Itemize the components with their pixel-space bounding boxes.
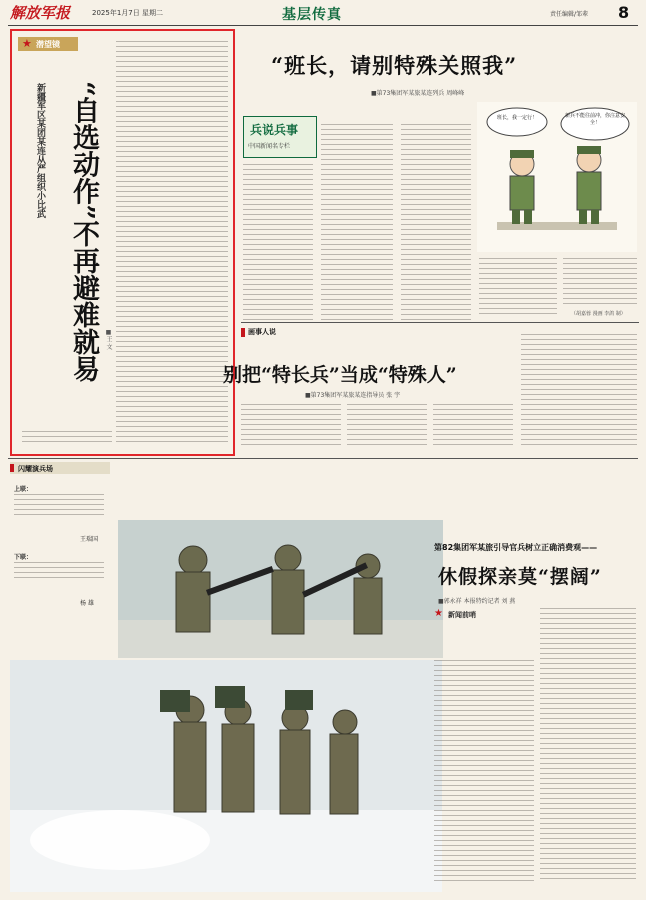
article-3-section-tag — [434, 608, 494, 622]
article-3-section-label: 新闻前哨 — [448, 611, 476, 619]
tag-bar — [10, 464, 14, 472]
photo-soldiers-snow — [10, 660, 442, 892]
article-2-title: 别把“特长兵”当成“特殊人” — [223, 364, 457, 386]
cartoon-illustration — [477, 102, 637, 252]
couplet-up-text — [14, 494, 104, 528]
feature-headline: “自选动作”不再避难就易 — [68, 81, 99, 383]
couplet-up-signer: 王瑞国 — [80, 536, 99, 543]
article-1-body-col2 — [321, 124, 393, 324]
newspaper-logo: 解放军报 — [10, 4, 71, 22]
feature-subhead: 新疆军区某团某连从严组织小比武 — [35, 83, 45, 218]
section-divider-2 — [8, 458, 638, 459]
bottom-left-tag-label: 闪耀演兵场 — [18, 465, 53, 473]
bottom-left-box — [10, 462, 110, 622]
left-feature-box — [10, 29, 235, 456]
section-title: 基层传真 — [282, 7, 342, 23]
article-2 — [223, 326, 639, 451]
article-2-tag-label: 画事人说 — [248, 328, 276, 336]
cartoon-caption: （胡嘉蓉 漫画 李鸽 制） — [571, 311, 626, 317]
column-badge — [243, 116, 317, 158]
header-rule — [8, 25, 638, 26]
column-badge-name: 兵说兵事 — [250, 123, 299, 137]
article-2-tag — [241, 326, 291, 338]
speech-bubble-left: 班长，我一定行！ — [496, 115, 537, 121]
page-number: 8 — [618, 3, 630, 22]
feature-tag — [18, 37, 78, 51]
soldiers-training-photo-icon — [118, 520, 443, 658]
article-3-body-col2 — [540, 608, 636, 888]
article-1-title: “班长，请别特殊关照我” — [271, 53, 518, 78]
feature-body-right — [116, 41, 228, 446]
article-2-body-col1 — [241, 404, 341, 448]
article-3 — [430, 520, 638, 892]
article-3-kicker: 第82集团军某旅引导官兵树立正确消费观—— — [434, 543, 598, 552]
article-1-body-col5 — [563, 258, 637, 308]
couplet-down-text — [14, 562, 104, 592]
article-1 — [241, 30, 639, 335]
article-2-body-col4 — [521, 334, 637, 448]
article-1-byline: ■第73集团军某旅某连列兵 周峰峰 — [371, 90, 465, 97]
star-icon: ★ — [434, 608, 443, 619]
feature-tag-label: 潜望镜 — [36, 40, 60, 49]
issue-date: 2025年1月7日 星期二 — [92, 9, 163, 17]
masthead — [0, 0, 646, 26]
speech-bubble-right: 新兵不能往前冲，你注意安全！ — [565, 113, 626, 126]
article-3-byline: ■郭永祥 本报特约记者 刘 燕 — [438, 598, 516, 605]
article-1-body-col4 — [479, 258, 557, 318]
article-3-title: 休假探亲莫“摆阔” — [438, 566, 602, 588]
article-1-body-col1 — [243, 164, 313, 324]
feature-body-left — [22, 431, 112, 451]
article-3-body-col1 — [434, 660, 534, 888]
article-1-body-col3 — [401, 124, 471, 324]
couplet-down-signer: 杨 雄 — [80, 600, 94, 607]
bottom-left-tag — [10, 462, 110, 474]
couplet-up-label: 上联： — [14, 486, 33, 493]
article-2-body-col2 — [347, 404, 427, 448]
article-2-byline: ■第73集团军某旅某连指导员 张 宇 — [305, 392, 401, 399]
tag-bar — [241, 328, 245, 337]
feature-author: ■王 文 — [105, 329, 112, 350]
couplet-down-label: 下联： — [14, 554, 33, 561]
photo-soldiers-rifles — [118, 520, 443, 658]
section-divider-1 — [241, 322, 639, 323]
article-2-body-col3 — [433, 404, 513, 448]
soldiers-snow-photo-icon — [10, 660, 442, 892]
star-icon: ★ — [22, 37, 32, 50]
column-badge-sub: 中国新闻名专栏 — [248, 143, 291, 150]
responsible-editor: 责任编辑/邹辈 — [550, 11, 589, 18]
